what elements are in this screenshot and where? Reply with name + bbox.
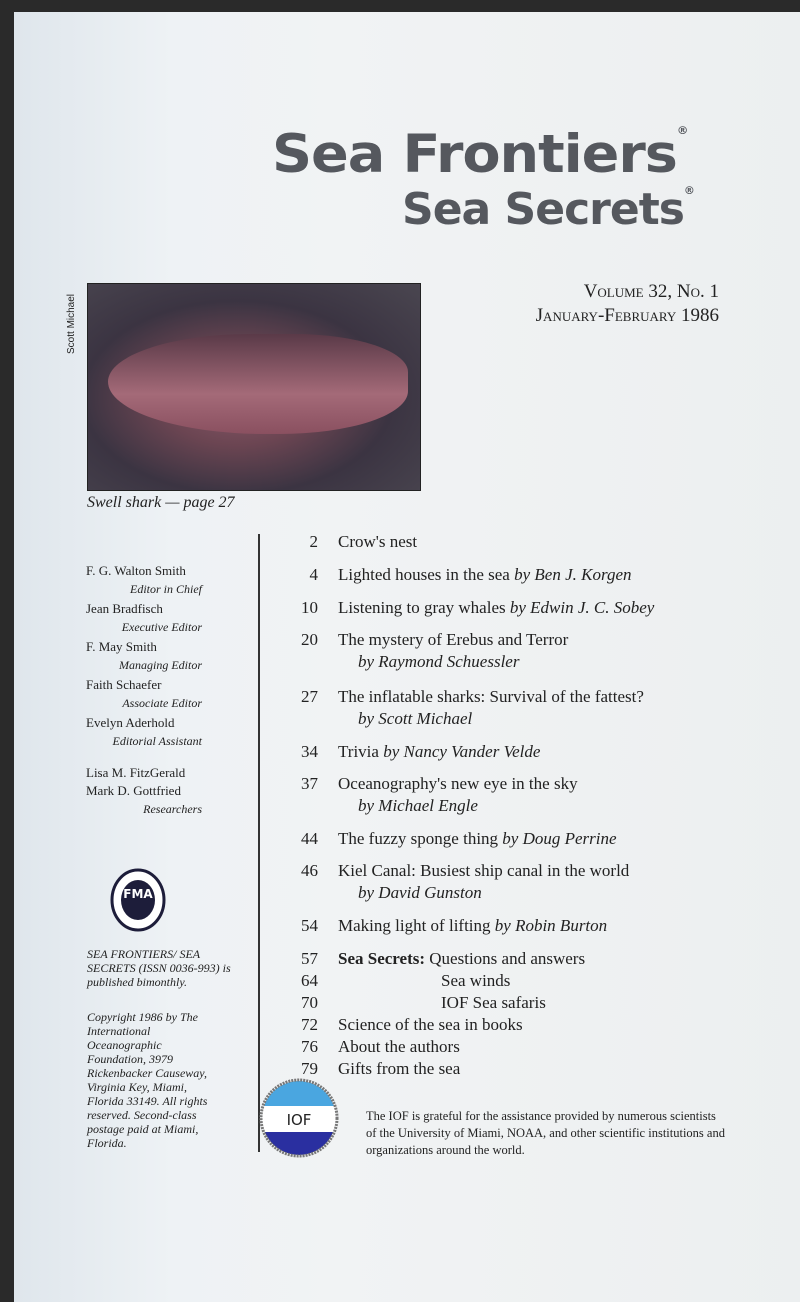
masthead-3: F. May Smith Managing Editor xyxy=(86,639,202,672)
title-sea-frontiers: Sea Frontiers® xyxy=(272,124,688,185)
copyright-notice: Copyright 1986 by The International Oceanographic Foundation, 3979 Rickenbacker Causeway, Virginia Key, Miami, Florida 33149. All rights reserved. Second-class postage paid at Miami, Florida. xyxy=(87,1010,208,1150)
svg-text:FMA: FMA xyxy=(123,887,153,901)
iof-logo xyxy=(257,1076,341,1160)
magazine-page: Sea Frontiers® Sea Secrets® Volume 32, No. 1 January-February 1986 Scott Michael Swell shark — page 27 F. G. Walton Smith Editor in Chief Jean Bradfisch Executive Editor F. May Smith Managing Editor Faith Schaefer Associate Editor Evelyn Aderhold Editorial Assistant Lisa M. FitzGerald Mark D. Gottfried Researchers FMA SEA FRONTIERS/ SEA SECRETS (ISSN 0036-993) is published bimonthly. Copyright 1986 by The International Oceanographic Foundation, 3979 Rickenbacker Causeway, Virginia Key, Miami, Florida 33149. All rights reserved. Second-class postage paid at Miami, Florida. 2 Crow's nest 4 Lighted houses in the sea by Ben J. Korgen 10 Listening to gray whales by Edwin J. C. Sobey 20 The mystery of Erebus and Terror by Raymond Schuessler 27 The inflatable sharks: Survival of the fattest? by Scott Michael 34 Trivia by Nancy Vander Velde 37 Oceanography's new eye in the sky by Michael Engle 44 The fuzzy sponge thing by Doug Perrine 46 Kiel Canal: Busiest ship canal in the world by David Gunston 54 Making light of lifting by Robin Burton 57 Sea Secrets: Questions and answers 64 Sea winds 70 IOF Sea safaris 72 Science of the sea in books 76 About the authors 79 Gifts from the sea IOF The IOF is grateful for the assistance provided by numerous scientists of the University of Miami, NOAA, and other scientific institutions and organizations around the world. xyxy=(14,12,800,1302)
svg-text:IOF: IOF xyxy=(286,1111,312,1129)
iof-acknowledgement: The IOF is grateful for the assistance provided by numerous scientists of the University of Miami, NOAA, and other scientific institutions and organizations around the world. xyxy=(366,1109,725,1157)
fma-logo xyxy=(110,868,166,932)
photo-caption: Swell shark — page 27 xyxy=(87,494,235,511)
title-sea-secrets: Sea Secrets® xyxy=(402,184,694,235)
photo-credit: Scott Michael xyxy=(66,293,77,354)
masthead-5: Evelyn Aderhold Editorial Assistant xyxy=(86,715,202,748)
masthead-1: F. G. Walton Smith Editor in Chief xyxy=(86,563,202,596)
masthead-4: Faith Schaefer Associate Editor xyxy=(86,677,202,710)
masthead-2: Jean Bradfisch Executive Editor xyxy=(86,601,202,634)
masthead-6: Lisa M. FitzGerald Mark D. Gottfried Researchers xyxy=(86,765,202,816)
publication-notice: SEA FRONTIERS/ SEA SECRETS (ISSN 0036-993) is published bimonthly. xyxy=(87,947,231,989)
column-divider xyxy=(258,534,260,1152)
issue-info: Volume 32, No. 1 January-February 1986 xyxy=(535,281,719,326)
swell-shark-photo xyxy=(87,283,421,491)
